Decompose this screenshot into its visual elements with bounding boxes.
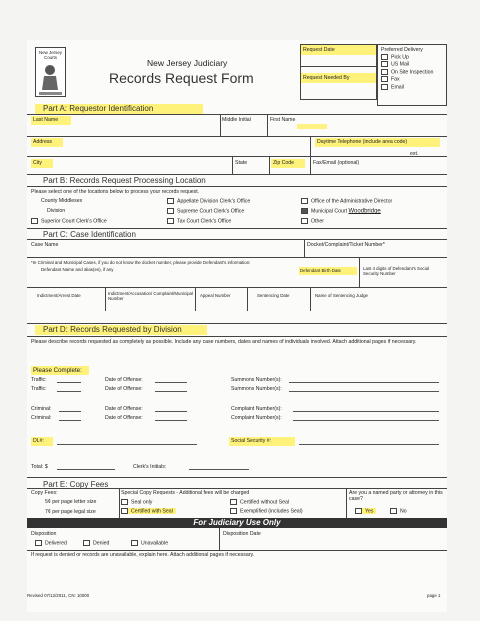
address-field[interactable]: Address xyxy=(31,138,63,147)
checkbox-icon[interactable] xyxy=(381,76,388,82)
offense-row[interactable]: Traffic: Date of Offense: Summons Number(s): xyxy=(31,377,441,386)
preferred-delivery-box xyxy=(377,44,447,106)
last-name-field[interactable]: Last Name xyxy=(31,116,71,125)
case-name-field[interactable]: Case Name xyxy=(31,242,59,248)
checkbox-icon[interactable] xyxy=(167,208,174,214)
checkbox-icon[interactable] xyxy=(31,218,38,224)
offense-row[interactable]: Traffic: Date of Offense: Summons Number(s): xyxy=(31,386,441,406)
city-field[interactable]: City xyxy=(31,159,53,168)
please-complete-label: Please Complete: xyxy=(31,366,89,375)
delivery-pickup[interactable]: Pick Up xyxy=(381,54,443,60)
copy-fees-label: Copy Fees: xyxy=(31,490,58,496)
seal-only-option[interactable]: Seal only xyxy=(121,499,152,505)
part-c-title: Part C: Case Identification xyxy=(43,230,136,239)
daytime-phone-field[interactable]: Daytime Telephone (include area code) xyxy=(315,138,440,147)
ssn-field[interactable]: Social Security #: xyxy=(229,437,295,446)
page-number: page 1 xyxy=(427,593,441,598)
option-appellate[interactable]: Appellate Division Clerk's Office xyxy=(167,198,250,204)
disposition-date-label[interactable]: Disposition Date xyxy=(223,531,261,537)
party-no-option[interactable]: No xyxy=(390,508,407,514)
part-e-title: Part E: Copy Fees xyxy=(43,480,109,489)
checkbox-icon[interactable] xyxy=(167,198,174,204)
checkbox-icon[interactable] xyxy=(167,218,174,224)
offense-row[interactable]: Criminal: Date of Offense: Complaint Number(s): xyxy=(31,406,441,415)
preferred-delivery-label: Preferred Delivery xyxy=(381,47,423,53)
col-appeal-number[interactable]: Appeal Number xyxy=(200,293,231,298)
part-a-title: Part A: Requestor Identification xyxy=(35,104,203,114)
middle-initial-field[interactable]: Middle Initial xyxy=(222,117,251,123)
denied-option[interactable]: Denied xyxy=(83,540,109,546)
part-d-title: Part D: Records Requested by Division xyxy=(35,325,207,335)
fax-email-field[interactable]: Fax/Email (optional) xyxy=(313,160,360,166)
request-date-label[interactable]: Request Date xyxy=(301,45,376,55)
col-sentencing-judge[interactable]: Name of Sentencing Judge xyxy=(315,293,368,298)
offense-rows xyxy=(31,377,441,424)
delivery-email[interactable]: Email xyxy=(381,84,443,90)
part-b-title: Part B: Records Request Processing Location xyxy=(43,176,206,185)
option-tax-court[interactable]: Tax Court Clerk's Office xyxy=(167,218,231,224)
request-needed-label[interactable]: Request Needed By xyxy=(301,73,376,83)
docket-field[interactable]: Docket/Complaint/Ticket Number* xyxy=(307,242,385,248)
records-request-form xyxy=(27,40,447,612)
option-supreme[interactable]: Supreme Court Clerk's Office xyxy=(167,208,244,214)
checkbox-icon[interactable] xyxy=(35,540,42,546)
checkbox-checked-icon[interactable] xyxy=(301,208,308,214)
col-sentencing-date[interactable]: Sentencing Date xyxy=(257,293,290,298)
seal-text: New Jersey Courts xyxy=(39,50,62,60)
delivered-option[interactable]: Delivered xyxy=(35,540,67,546)
dl-field[interactable]: DL#: xyxy=(31,437,53,446)
revision-note: Revised 07/12/2011, CN: 10000 xyxy=(27,593,90,598)
checkbox-icon[interactable] xyxy=(381,84,388,90)
checkbox-icon[interactable] xyxy=(121,499,128,505)
division-label: Division xyxy=(47,208,66,214)
checkbox-icon[interactable] xyxy=(121,508,128,514)
part-d-instruction: Please describe records requested as completely as possible. Include any case numbers, dates and names of individuals involved. Attach additional pages if necessary. xyxy=(31,339,417,345)
clerk-initials-field[interactable]: Clerk's Initials: xyxy=(133,464,167,470)
party-yes-option[interactable]: Yes xyxy=(355,508,376,514)
checkbox-icon[interactable] xyxy=(390,508,397,514)
exemplified-option[interactable]: Exemplified (includes Seal) xyxy=(230,508,303,514)
seal-figure-icon xyxy=(36,60,65,98)
certified-seal-option[interactable]: Certified with Seal xyxy=(121,508,176,514)
party-question: Are you a named party or attorney in this case? xyxy=(349,490,443,502)
checkbox-icon[interactable] xyxy=(83,540,90,546)
delivery-onsite[interactable]: On Site Inspection xyxy=(381,69,443,75)
judiciary-use-bar: For Judiciary Use Only xyxy=(27,518,447,528)
defendant-dob-field[interactable]: Defendant Birth Date xyxy=(299,267,357,275)
offense-row[interactable]: Criminal: Date of Offense: Complaint Number(s): xyxy=(31,415,441,424)
county-label: County Middlesex xyxy=(41,198,83,204)
col-indictment-number[interactable]: Indictment/Accusation/ Complaint/Municipal Number xyxy=(108,291,193,301)
option-municipal[interactable]: Municipal Court Woodbridge xyxy=(301,208,381,214)
defendant-note: *In Criminal and Municipal Cases, if you do not know the docket number, please provide Defendant's information: xyxy=(31,260,251,265)
special-requests-label: Special Copy Requests - Additional fees will be charged xyxy=(121,490,250,496)
total-field[interactable]: Total: $ xyxy=(31,464,48,470)
delivery-mail[interactable]: US Mail xyxy=(381,61,443,67)
zip-field[interactable]: Zip Code xyxy=(271,159,305,168)
checkbox-icon[interactable] xyxy=(355,508,362,514)
part-b-instruction: Please select one of the locations below to process your records request. xyxy=(31,189,200,195)
checkbox-icon[interactable] xyxy=(230,499,237,505)
checkbox-icon[interactable] xyxy=(381,69,388,75)
option-admin-director[interactable]: Office of the Administrative Director xyxy=(301,198,392,204)
municipal-value: Woodbridge xyxy=(348,208,381,215)
form-title: Records Request Form xyxy=(109,70,254,86)
checkbox-icon[interactable] xyxy=(230,508,237,514)
first-name-field[interactable]: First Name xyxy=(270,117,296,123)
col-indictment-date[interactable]: Indictment/Arrest Date xyxy=(37,293,81,298)
legal-fee: 7¢ per page legal size xyxy=(45,509,96,515)
checkbox-icon[interactable] xyxy=(131,540,138,546)
denial-explanation-note: If request is denied or records are unavailable, explain here. Attach additional pages if necessary. xyxy=(31,552,255,558)
judiciary-seal xyxy=(35,47,66,97)
checkbox-icon[interactable] xyxy=(301,218,308,224)
delivery-fax[interactable]: Fax xyxy=(381,76,443,82)
ext-label: ext. xyxy=(410,151,419,157)
option-superior-court[interactable]: Superior Court Clerk's Office xyxy=(31,218,107,224)
option-other[interactable]: Other xyxy=(301,218,324,224)
defendant-name-field[interactable]: Defendant Name and alias(es), if any xyxy=(41,267,114,272)
agency-name: New Jersey Judiciary xyxy=(147,58,228,68)
state-field[interactable]: State xyxy=(235,160,248,166)
unavailable-option[interactable]: Unavailable xyxy=(131,540,168,546)
checkbox-icon[interactable] xyxy=(381,54,388,60)
checkbox-icon[interactable] xyxy=(381,61,388,67)
disposition-label: Disposition xyxy=(31,531,57,537)
checkbox-icon[interactable] xyxy=(301,198,308,204)
certified-no-seal-option[interactable]: Certified without Seal xyxy=(230,499,289,505)
ssn-last4-field[interactable]: Last 4 digits of Defendant's Social Security Number xyxy=(363,266,430,276)
letter-fee: 5¢ per page letter size xyxy=(45,499,97,505)
